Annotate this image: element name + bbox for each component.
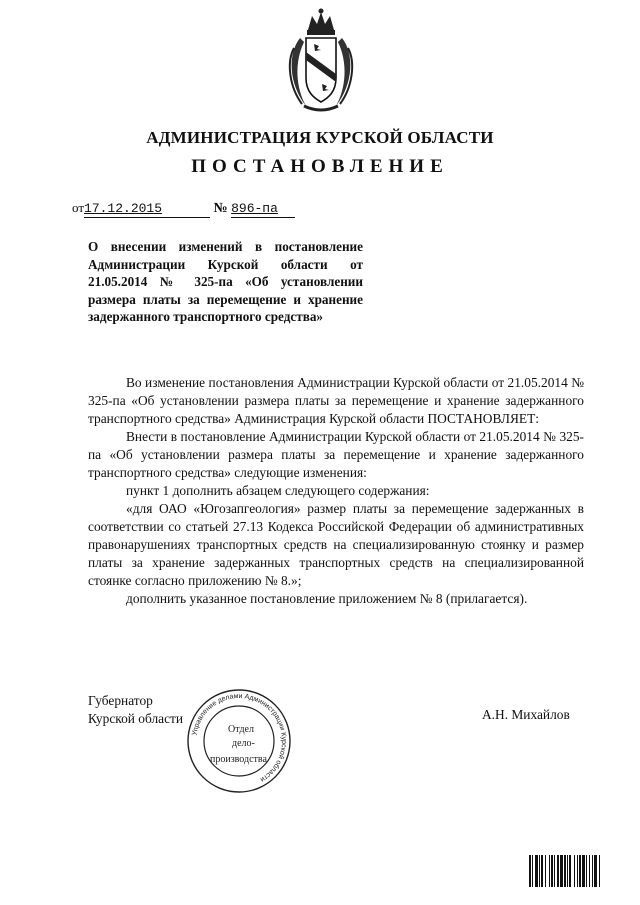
stamp-line1: Отдел: [228, 724, 254, 735]
barcode-bar: [586, 855, 587, 887]
barcode-bar: [529, 855, 531, 887]
number-prefix: №: [213, 201, 228, 216]
stamp-line3: производства: [210, 754, 267, 765]
barcode-bar: [599, 855, 600, 887]
date-prefix: от: [72, 200, 85, 215]
office-stamp: [186, 688, 292, 794]
barcode-bar: [567, 855, 568, 887]
document-date: 17.12.2015: [84, 201, 163, 216]
stamp-line2: дело-: [232, 738, 255, 749]
barcode-bar: [539, 855, 540, 887]
barcode-bar: [554, 855, 555, 887]
barcode-bar: [532, 855, 533, 887]
barcode-bar: [541, 855, 543, 887]
barcode: [529, 855, 625, 887]
barcode-bar: [574, 855, 575, 887]
barcode-bar: [564, 855, 566, 887]
barcode-bar: [549, 855, 550, 887]
body-paragraph: дополнить указанное постановление приложением № 8 (прилагается).: [126, 591, 528, 606]
barcode-bar: [577, 855, 578, 887]
barcode-bar: [579, 855, 581, 887]
barcode-bar: [545, 855, 546, 887]
barcode-bar: [582, 855, 585, 887]
signatory-title-line2: Курской области: [88, 711, 184, 726]
barcode-bar: [560, 855, 563, 887]
stamp-ring-text: Управление делами Администрации Курской области: [191, 692, 288, 783]
barcode-bar: [589, 855, 590, 887]
body-paragraph: пункт 1 дополнить абзацем следующего содержания:: [126, 483, 430, 498]
signatory-name: А.Н. Михайлов: [482, 707, 570, 722]
barcode-bar: [594, 855, 597, 887]
coat-of-arms-emblem: [286, 8, 356, 116]
document-subject: О внесении изменений в постановление Администрации Курской области от 21.05.2014 № 325-па «Об установлении размера платы за перемещение и хранение задержанного транспортного средства»: [88, 239, 363, 325]
organization-title: АДМИНИСТРАЦИЯ КУРСКОЙ ОБЛАСТИ: [146, 128, 494, 147]
barcode-bar: [592, 855, 593, 887]
barcode-bar: [569, 855, 571, 887]
signatory-title: [88, 692, 183, 728]
document-number: 896-па: [231, 201, 278, 216]
barcode-bar: [557, 855, 559, 887]
signatory-title-line1: Губернатор: [88, 693, 153, 708]
document-type-heading: ПОСТАНОВЛЕНИЕ: [191, 156, 449, 177]
body-paragraph: Внести в постановление Администрации Курской области от 21.05.2014 № 325-па «Об установлении размера платы за перемещение и хранение задержанного транспортного средства» следующие изменения:: [88, 429, 584, 480]
document-body: [88, 374, 584, 608]
body-paragraph: «для ОАО «Югозапгеология» размер платы за перемещение задержанных в соответствии со статьей 27.13 Кодекса Российской Федерации об административных правонарушениях транспортных средств на специализированную стоянку и размер платы за хранение задержанных транспортных средств на специализированной стоянке согласно приложению № 8.»;: [88, 501, 584, 588]
barcode-bar: [535, 855, 538, 887]
barcode-bar: [551, 855, 553, 887]
body-paragraph: Во изменение постановления Администрации Курской области от 21.05.2014 № 325-па «Об установлении размера платы за перемещение и хранение задержанного транспортного средства» Администрация Курской области ПОСТАНОВЛЯЕТ:: [88, 375, 584, 426]
document-date-number-line: [72, 200, 295, 218]
